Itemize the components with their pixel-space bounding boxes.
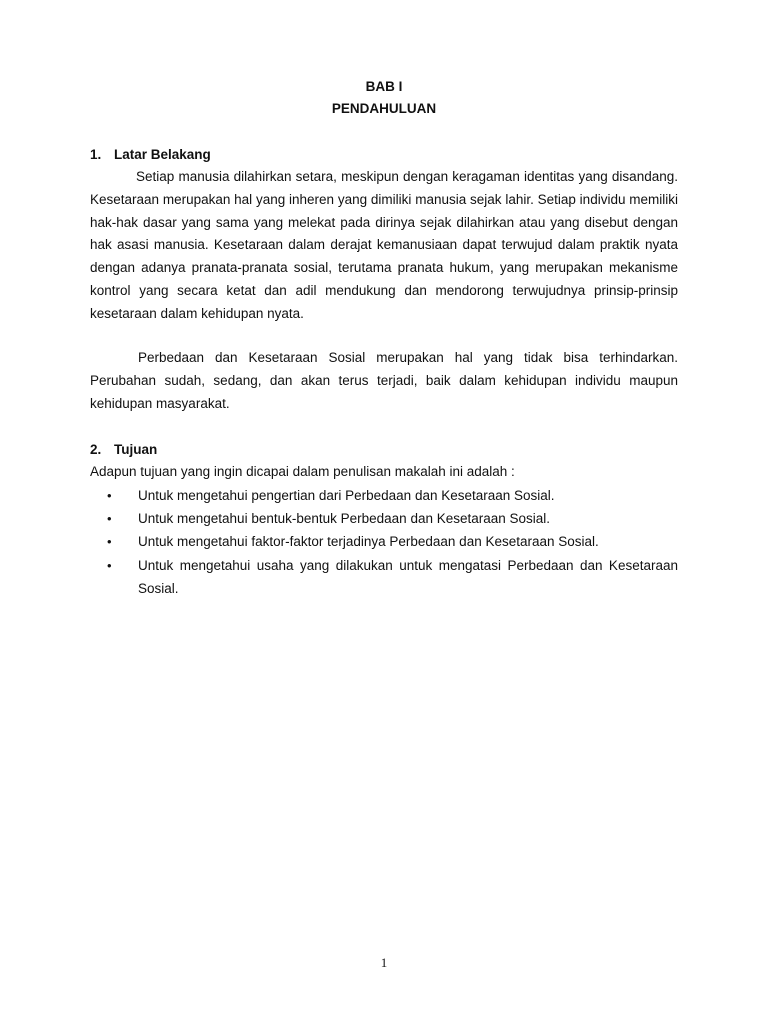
bullet-icon: • — [107, 511, 112, 527]
list-item — [90, 554, 678, 600]
section-number: 1. — [90, 147, 102, 162]
section-heading-tujuan — [90, 441, 157, 459]
list-item-text: Untuk mengetahui faktor-faktor terjadinya Perbedaan dan Kesetaraan Sosial. — [138, 534, 599, 550]
page-number: 1 — [380, 955, 388, 970]
bullet-icon: • — [107, 557, 112, 573]
paragraph-tujuan-intro: Adapun tujuan yang ingin dicapai dalam penulisan makalah ini adalah : — [90, 464, 515, 479]
list-item — [90, 530, 678, 553]
chapter-label: BAB I — [365, 79, 403, 94]
list-item — [90, 507, 678, 530]
bullet-icon: • — [107, 488, 112, 503]
list-item-text: Untuk mengetahui pengertian dari Perbedaan dan Kesetaraan Sosial. — [138, 488, 555, 503]
paragraph-latar-belakang-1: Setiap manusia dilahirkan setara, meskipun dengan keragaman identitas yang disandang. Kesetaraan merupakan hal yang inheren yang dimiliki manusia sejak lahir. Setiap individu memiliki hak-hak dasar yang sama yang melekat pada dirinya sejak dilahirkan atau yang disebut dengan hak asasi manusia. Kesetaraan dalam derajat kemanusiaan dapat terwujud dalam praktik nyata dengan adanya pranata-pranata sosial, terutama pranata hukum, yang merupakan mekanisme kontrol yang secara ketat dan adil mendukung dan mendorong terwujudnya prinsip-prinsip kesetaraan dalam kehidupan nyata. — [90, 169, 678, 321]
section-title-text: Latar Belakang — [114, 147, 211, 162]
list-item-text: Untuk mengetahui bentuk-bentuk Perbedaan dan Kesetaraan Sosial. — [138, 511, 551, 527]
bullet-icon: • — [107, 534, 112, 550]
section-title-text: Tujuan — [114, 442, 158, 457]
paragraph-latar-belakang-2: Perbedaan dan Kesetaraan Sosial merupakan hal yang tidak bisa terhindarkan. Perubahan sudah, sedang, dan akan terus terjadi, baik dalam kehidupan individu maupun kehidupan masyarakat. — [90, 350, 678, 411]
list-item — [90, 484, 678, 507]
section-heading-latar-belakang — [90, 146, 211, 164]
tujuan-bullet-list — [90, 484, 678, 600]
list-item-text: Untuk mengetahui usaha yang dilakukan untuk mengatasi Perbedaan dan Kesetaraan Sosial. — [138, 557, 678, 596]
chapter-title: PENDAHULUAN — [331, 101, 437, 116]
section-number: 2. — [90, 442, 102, 457]
